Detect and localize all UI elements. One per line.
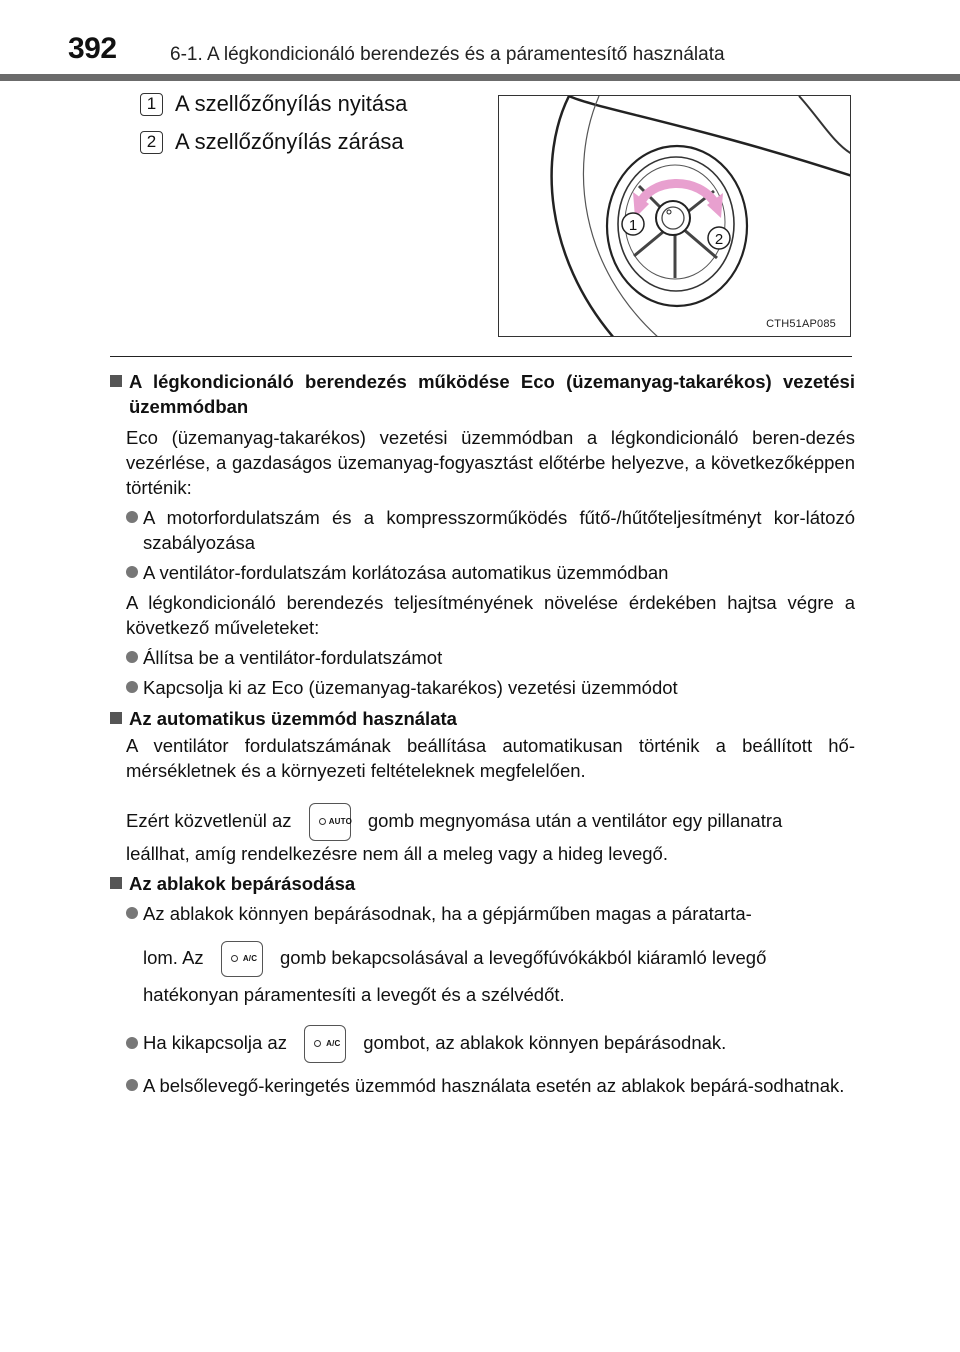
- callout-1: 1: [628, 217, 638, 234]
- chapter-title: 6-1. A légkondicionáló berendezés és a páramentesítő használata: [170, 44, 725, 65]
- legend-item-close: [140, 129, 404, 155]
- header-rule: [0, 74, 960, 81]
- legend-text-open: A szellőzőnyílás nyitása: [175, 91, 408, 116]
- round-bullet-icon: [126, 907, 138, 919]
- square-bullet-icon: [110, 375, 122, 387]
- fog-bullet: A belsőlevegő-keringetés üzemmód használata esetén az ablakok bepárá-sodhatnak.: [126, 1073, 855, 1098]
- square-bullet-icon: [110, 877, 122, 889]
- eco-bullet: A ventilátor-fordulatszám korlátozása automatikus üzemmódban: [126, 560, 855, 585]
- legend-number-2: 2: [140, 131, 163, 154]
- eco-bullet: A motorfordulatszám és a kompresszorműködés fűtő-/hűtőteljesítményt kor-látozó szabályozása: [126, 505, 855, 555]
- page-number: 392: [68, 32, 117, 65]
- legend-text-close: A szellőzőnyílás zárása: [175, 129, 404, 154]
- air-vent-drawing: [499, 96, 851, 337]
- round-bullet-icon: [126, 1037, 138, 1049]
- eco-intro-2: A légkondicionáló berendezés teljesítményének növelése érdekében hajtsa végre a következő műveleteket:: [126, 592, 855, 638]
- auto-para-2: Ezért közvetlenül az AUTO gomb megnyomása után a ventilátor egy pillanatra: [126, 801, 855, 841]
- legend-item-open: [140, 91, 407, 117]
- section-heading-auto: Az automatikus üzemmód használata: [110, 706, 855, 731]
- eco-bullet: Kapcsolja ki az Eco (üzemanyag-takarékos) vezetési üzemmódot: [126, 675, 855, 700]
- main-content: [110, 366, 855, 1098]
- round-bullet-icon: [126, 566, 138, 578]
- section-rule: [110, 356, 852, 357]
- eco-bullet: Állítsa be a ventilátor-fordulatszámot: [126, 645, 855, 670]
- eco-intro: Eco (üzemanyag-takarékos) vezetési üzemmódban a légkondicionáló beren-dezés vezérlése, a gazdaságos üzemanyag-fogyasztást előtérbe helyezve, a következőképpen történik:: [126, 427, 855, 498]
- round-bullet-icon: [126, 681, 138, 693]
- round-bullet-icon: [126, 651, 138, 663]
- callout-2: 2: [714, 231, 724, 248]
- fog-bullet: Ha kikapcsolja az A/C gombot, az ablakok könnyen bepárásodnak.: [126, 1023, 855, 1063]
- ac-button-icon: A/C: [221, 941, 263, 977]
- auto-para-3: leállhat, amíg rendelkezésre nem áll a meleg vagy a hideg levegő.: [126, 843, 668, 865]
- fog-bullet: Az ablakok könnyen bepárásodnak, ha a gépjárműben magas a páratarta- lom. Az A/C gomb bekapcsolásával a levegőfúvókákból kiáramló levegő hatékonyan páramentesíti a levegőt és a szélvédőt.: [126, 901, 855, 1007]
- square-bullet-icon: [110, 712, 122, 724]
- auto-para-1: A ventilátor fordulatszámának beállítása automatikusan történik a beállított hő-mérsékletnek és a környezeti feltételeknek megfelelően.: [126, 735, 855, 781]
- vent-illustration: [498, 95, 851, 337]
- section-heading-fog: Az ablakok bepárásodása: [110, 871, 855, 896]
- legend-number-1: 1: [140, 93, 163, 116]
- round-bullet-icon: [126, 511, 138, 523]
- section-heading-eco: A légkondicionáló berendezés működése Eco (üzemanyag-takarékos) vezetési üzemmódban: [110, 369, 855, 419]
- round-bullet-icon: [126, 1079, 138, 1091]
- ac-button-icon: A/C: [304, 1025, 346, 1063]
- figure-code: CTH51AP085: [766, 318, 836, 330]
- auto-button-icon: AUTO: [309, 803, 351, 841]
